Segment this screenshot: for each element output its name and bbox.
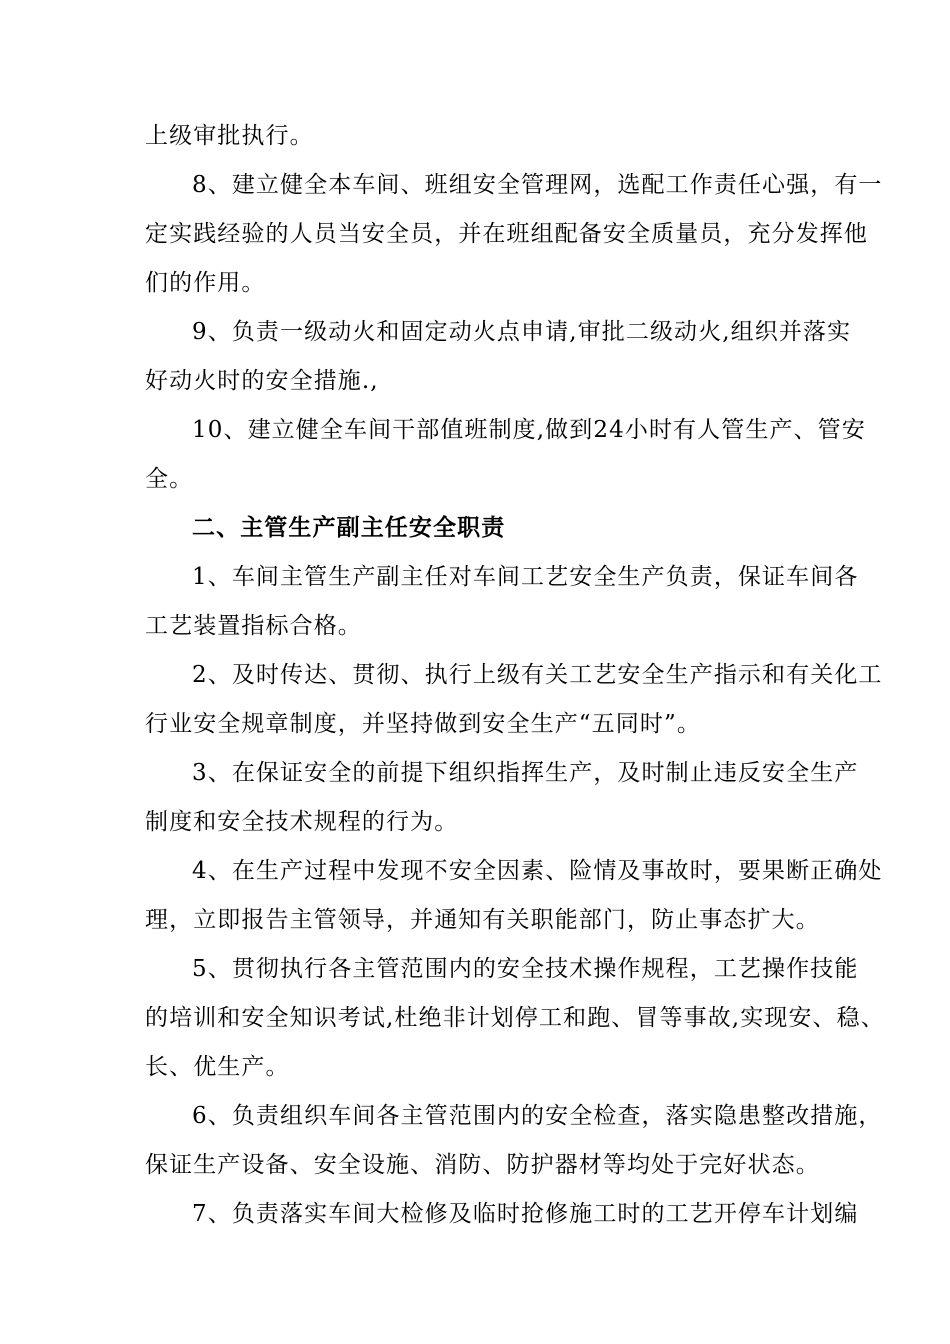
text-line: 上级审批执行。 bbox=[145, 123, 314, 149]
section-heading: 二、主管生产副主任安全职责 bbox=[192, 514, 506, 541]
text-line: 理，立即报告主管领导，并通知有关职能部门，防止事态扩大。 bbox=[145, 907, 820, 933]
text-line: 9、负责一级动火和固定动火点申请,审批二级动火,组织并落实 bbox=[192, 319, 852, 345]
text-line: 们的作用。 bbox=[145, 270, 266, 296]
text-line: 好动火时的安全措施., bbox=[145, 368, 379, 394]
text-line: 3、在保证安全的前提下组织指挥生产，及时制止违反安全生产 bbox=[192, 760, 859, 786]
text-line: 10、建立健全车间干部值班制度,做到24小时有人管生产、管安 bbox=[192, 417, 866, 443]
text-line: 2、及时传达、贯彻、执行上级有关工艺安全生产指示和有关化工 bbox=[192, 662, 883, 688]
text-line: 工艺装置指标合格。 bbox=[145, 613, 362, 639]
text-line: 的培训和安全知识考试,杜绝非计划停工和跑、冒等事故,实现安、稳、 bbox=[145, 1005, 885, 1031]
text-line: 4、在生产过程中发现不安全因素、险情及事故时，要果断正确处 bbox=[192, 858, 883, 884]
text-line: 保证生产设备、安全设施、消防、防护器材等均处于完好状态。 bbox=[145, 1152, 820, 1178]
text-line: 行业安全规章制度，并坚持做到安全生产“五同时”。 bbox=[145, 711, 701, 737]
text-line: 1、车间主管生产副主任对车间工艺安全生产负责，保证车间各 bbox=[192, 564, 859, 590]
text-line: 制度和安全技术规程的行为。 bbox=[145, 809, 459, 835]
text-line: 长、优生产。 bbox=[145, 1054, 290, 1080]
text-line: 全。 bbox=[145, 466, 194, 492]
text-line: 7、负责落实车间大检修及临时抢修施工时的工艺开停车计划编 bbox=[192, 1201, 859, 1227]
text-line: 8、建立健全本车间、班组安全管理网，选配工作责任心强，有一 bbox=[192, 172, 883, 198]
text-line: 定实践经验的人员当安全员，并在班组配备安全质量员，充分发挥他 bbox=[145, 221, 868, 247]
text-line: 6、负责组织车间各主管范围内的安全检查，落实隐患整改措施， bbox=[192, 1103, 883, 1129]
text-line: 5、贯彻执行各主管范围内的安全技术操作规程，工艺操作技能 bbox=[192, 956, 859, 982]
